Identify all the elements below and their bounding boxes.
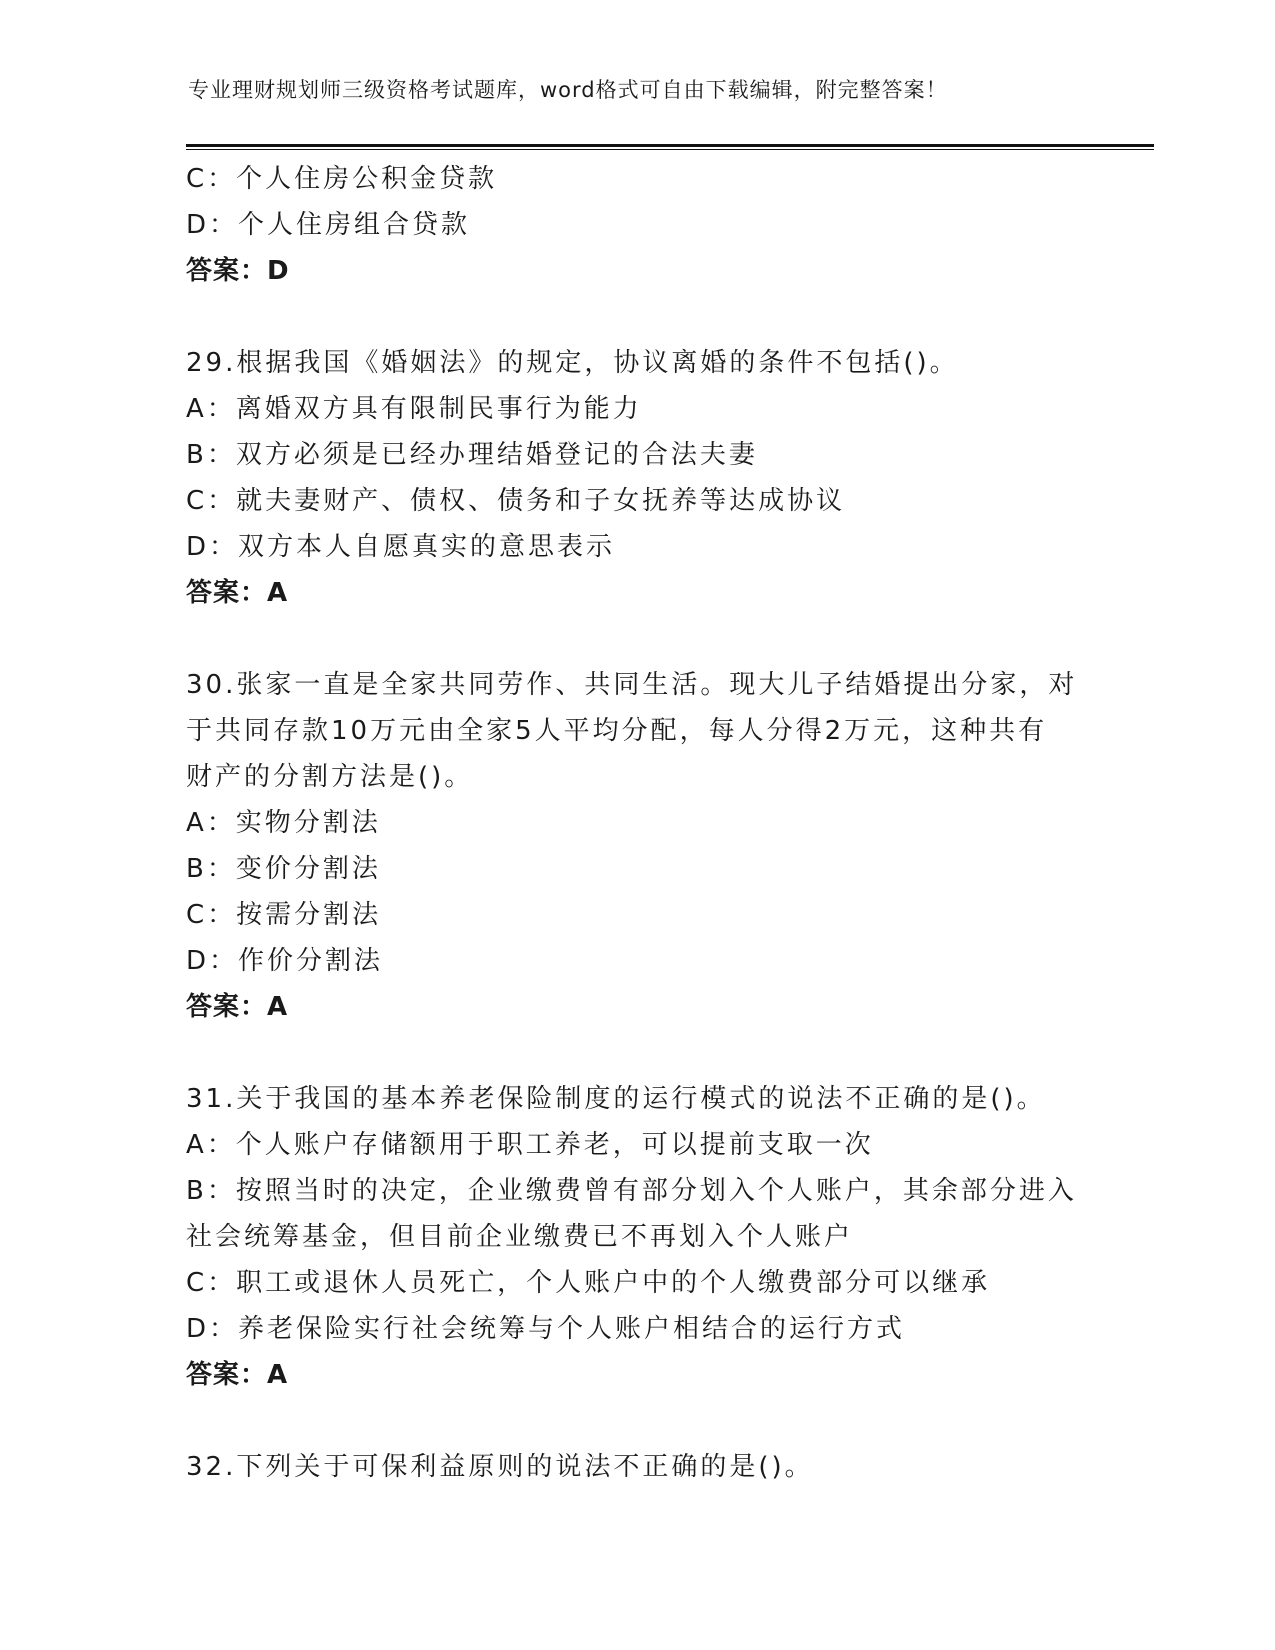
- option-d: D：个人住房组合贷款: [186, 210, 471, 240]
- option-d: D：作价分割法: [186, 946, 384, 976]
- answer: 答案：A: [186, 1360, 289, 1390]
- answer: 答案：A: [186, 992, 289, 1022]
- option-c: C：职工或退休人员死亡，个人账户中的个人缴费部分可以继承: [186, 1268, 991, 1298]
- spacer: [186, 1030, 1086, 1076]
- option-a: A：实物分割法: [186, 808, 381, 838]
- option-b: B：双方必须是已经办理结婚登记的合法夫妻: [186, 440, 758, 470]
- option-d: D：养老保险实行社会统筹与个人账户相结合的运行方式: [186, 1314, 906, 1344]
- spacer: [186, 294, 1086, 340]
- question-30-stem-line-2: 于共同存款10万元由全家5人平均分配，每人分得2万元，这种共有: [186, 716, 1048, 746]
- header-rule-thin: [186, 149, 1154, 150]
- option-c: C：按需分割法: [186, 900, 382, 930]
- option-a: A：离婚双方具有限制民事行为能力: [186, 394, 642, 424]
- question-30-stem-line-1: 30.张家一直是全家共同劳作、共同生活。现大儿子结婚提出分家，对: [186, 670, 1078, 700]
- question-content: [186, 156, 1086, 1490]
- header-rule-thick: [186, 144, 1154, 147]
- answer: 答案：A: [186, 578, 289, 608]
- option-b: B：变价分割法: [186, 854, 381, 884]
- option-b: B：按照当时的决定，企业缴费曾有部分划入个人账户，其余部分进入: [186, 1176, 1077, 1206]
- question-29-stem: 29.根据我国《婚姻法》的规定，协议离婚的条件不包括()。: [186, 348, 959, 378]
- page-header: 专业理财规划师三级资格考试题库，word格式可自由下载编辑，附完整答案！: [188, 78, 948, 102]
- option-c: C：个人住房公积金贷款: [186, 164, 498, 194]
- spacer: [186, 616, 1086, 662]
- spacer: [186, 1398, 1086, 1444]
- option-d: D：双方本人自愿真实的意思表示: [186, 532, 616, 562]
- answer: 答案：D: [186, 256, 290, 286]
- question-32-stem: 32.下列关于可保利益原则的说法不正确的是()。: [186, 1452, 814, 1482]
- question-31-stem: 31.关于我国的基本养老保险制度的运行模式的说法不正确的是()。: [186, 1084, 1046, 1114]
- option-b-continued: 社会统筹基金，但目前企业缴费已不再划入个人账户: [186, 1222, 854, 1252]
- option-a: A：个人账户存储额用于职工养老，可以提前支取一次: [186, 1130, 874, 1160]
- question-30-stem-line-3: 财产的分割方法是()。: [186, 762, 474, 792]
- option-c: C：就夫妻财产、债权、债务和子女抚养等达成协议: [186, 486, 846, 516]
